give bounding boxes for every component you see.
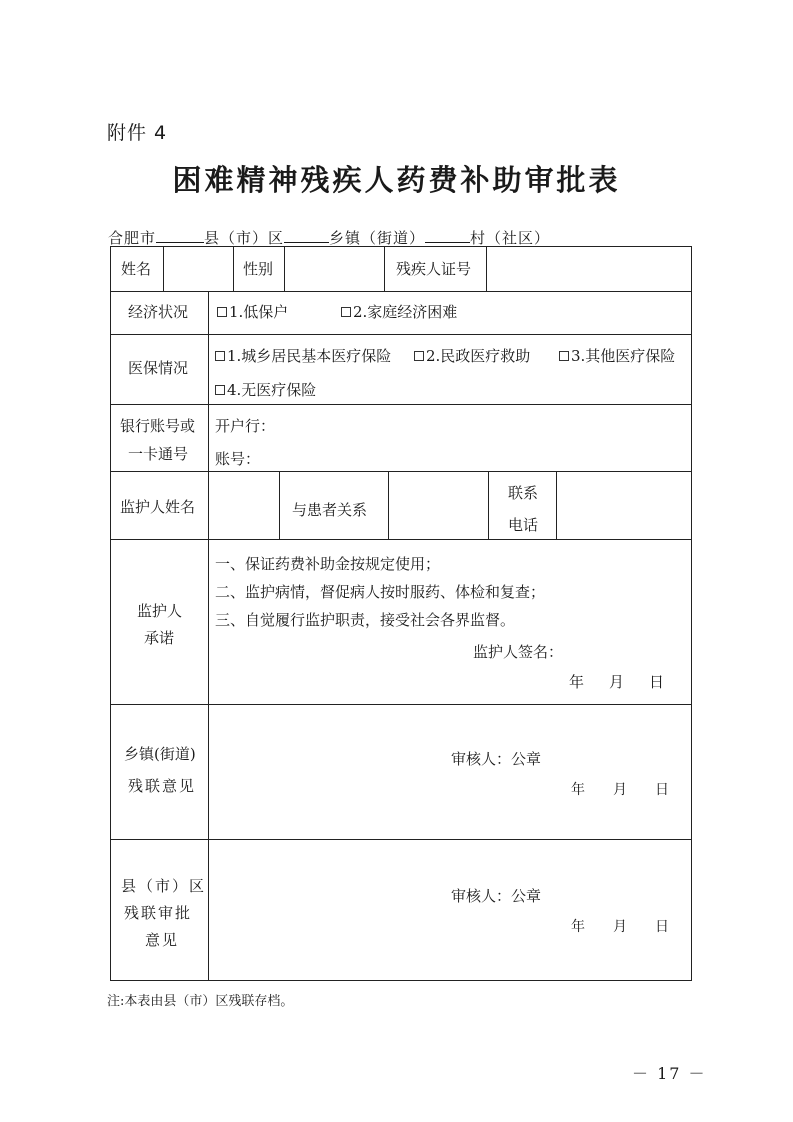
bank-row-label-1: 银行账号或 xyxy=(120,417,196,435)
county-reviewer-label: 审核人：公章 xyxy=(451,887,542,905)
label-col-divider xyxy=(208,291,209,980)
row-divider xyxy=(111,471,691,472)
county-blank[interactable] xyxy=(156,228,204,243)
annex-label: 附件 4 xyxy=(107,122,168,144)
bank-name-label: 开户行： xyxy=(215,417,276,435)
row-divider xyxy=(111,539,691,540)
pledge-item-2: 二、监护病情，督促病人按时服药、体检和复查； xyxy=(215,583,546,601)
guardian-name-label: 监护人姓名 xyxy=(120,498,196,516)
economic-status-label: 经济状况 xyxy=(128,303,189,321)
col-divider xyxy=(486,247,487,291)
gender-label: 性别 xyxy=(243,260,274,278)
village-blank[interactable] xyxy=(425,228,470,243)
insurance-option-1[interactable]: 1.城乡居民基本医疗保险 xyxy=(215,347,391,365)
col-divider xyxy=(388,471,389,539)
pledge-item-3: 三、自觉履行监护职责，接受社会各界监督。 xyxy=(215,611,516,629)
col-divider xyxy=(284,247,285,291)
location-line xyxy=(108,227,550,248)
col-divider xyxy=(384,247,385,291)
economic-option-2[interactable]: 2.家庭经济困难 xyxy=(341,303,457,321)
insurance-option-3[interactable]: 3.其他医疗保险 xyxy=(559,347,675,365)
county-opinion-label-3: 意见 xyxy=(145,931,180,949)
row-divider xyxy=(111,291,691,292)
phone-label-2: 电话 xyxy=(508,516,539,534)
pledge-label-1: 监护人 xyxy=(137,602,183,620)
page-number: － 17 － xyxy=(632,1064,707,1083)
town-opinion-label-2: 残联意见 xyxy=(128,777,197,795)
name-label: 姓名 xyxy=(121,260,152,278)
col-divider xyxy=(488,471,489,539)
row-divider xyxy=(111,404,691,405)
footnote: 注:本表由县（市）区残联存档。 xyxy=(107,994,294,1009)
town-reviewer-label: 审核人：公章 xyxy=(451,750,542,768)
town-blank[interactable] xyxy=(284,228,329,243)
row-divider xyxy=(111,839,691,840)
checkbox-icon[interactable] xyxy=(559,351,569,361)
relation-label: 与患者关系 xyxy=(292,501,368,519)
county-review-date: 年 月 日 xyxy=(571,919,669,935)
pledge-label-2: 承诺 xyxy=(144,629,175,647)
guardian-signature-label: 监护人签名： xyxy=(473,643,564,661)
town-review-date: 年 月 日 xyxy=(571,782,669,798)
county-opinion-label-2: 残联审批 xyxy=(124,904,193,922)
row-divider xyxy=(111,704,691,705)
county-opinion-label-1: 县（市）区 xyxy=(121,877,207,895)
col-divider xyxy=(556,471,557,539)
county-label: 县（市）区 xyxy=(204,229,285,247)
phone-label-1: 联系 xyxy=(508,484,539,502)
checkbox-icon[interactable] xyxy=(215,351,225,361)
approval-table xyxy=(110,246,692,981)
pledge-item-1: 一、保证药费补助金按规定使用； xyxy=(215,555,441,573)
economic-option-1[interactable]: 1.低保户 xyxy=(217,303,288,321)
checkbox-icon[interactable] xyxy=(341,307,351,317)
bank-row-label-2: 一卡通号 xyxy=(128,445,189,463)
checkbox-icon[interactable] xyxy=(217,307,227,317)
col-divider xyxy=(279,471,280,539)
insurance-option-4[interactable]: 4.无医疗保险 xyxy=(215,381,316,399)
account-label: 账号： xyxy=(215,450,261,468)
col-divider xyxy=(163,247,164,291)
checkbox-icon[interactable] xyxy=(215,385,225,395)
col-divider xyxy=(233,247,234,291)
town-label: 乡镇（街道） xyxy=(329,229,426,247)
insurance-option-2[interactable]: 2.民政医疗救助 xyxy=(414,347,530,365)
town-opinion-label-1: 乡镇(街道) xyxy=(124,745,196,763)
cert-number-label: 残疾人证号 xyxy=(396,260,472,278)
form-title: 困难精神残疾人药费补助审批表 xyxy=(172,163,621,197)
row-divider xyxy=(111,334,691,335)
pledge-date: 年 月 日 xyxy=(569,673,670,691)
checkbox-icon[interactable] xyxy=(414,351,424,361)
city-label: 合肥市 xyxy=(108,229,157,247)
insurance-label: 医保情况 xyxy=(128,359,189,377)
village-label: 村（社区） xyxy=(470,229,551,247)
